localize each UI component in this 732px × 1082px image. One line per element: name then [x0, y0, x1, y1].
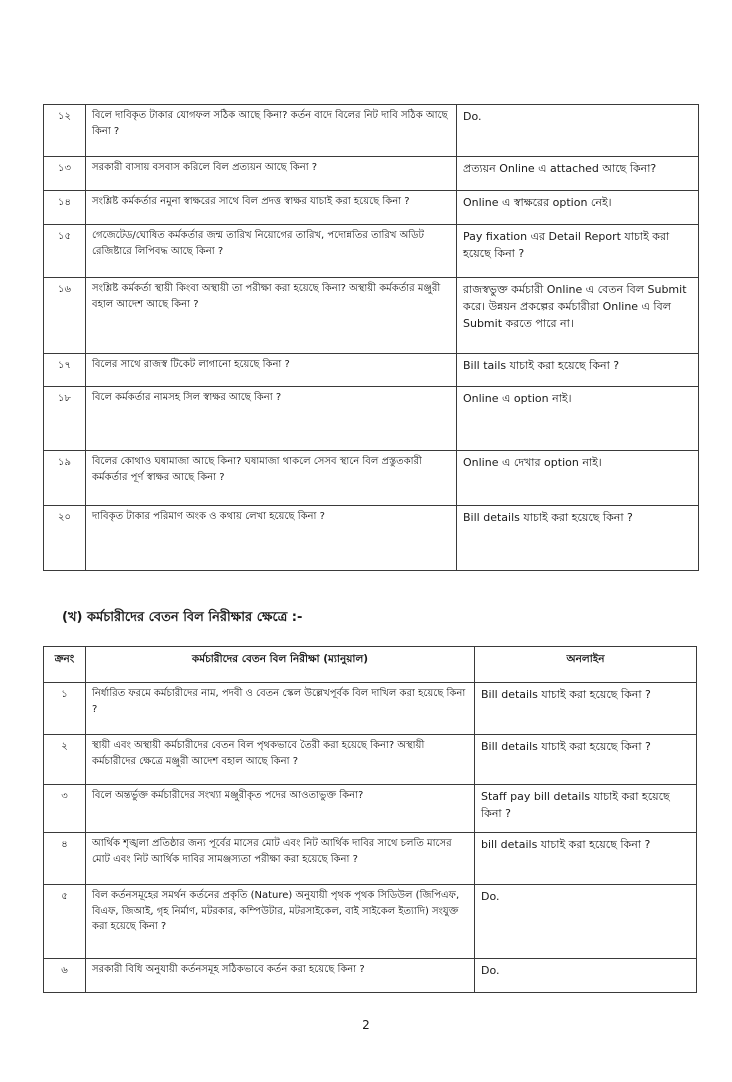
online-column-header: অনলাইন — [475, 647, 697, 683]
row-number: ১৫ — [44, 225, 86, 278]
table-row — [44, 735, 697, 785]
row-number: ১৪ — [44, 191, 86, 225]
manual-check-text: সংশ্লিষ্ট কর্মকর্তার নমুনা স্বাক্ষরের সাথে বিল প্রদত্ত স্বাক্ষর যাচাই করা হয়েছে কিনা ? — [86, 191, 457, 225]
manual-check-text: সরকারী বাসায় বসবাস করিলে বিল প্রত্যয়ন আছে কিনা ? — [86, 157, 457, 191]
manual-check-text: গেজেটেড/ঘোষিত কর্মকর্তার জন্ম তারিখ নিয়োগের তারিখ, পদোন্নতির তারিখ অডিট রেজিষ্টারে লিপিবদ্ধ আছে কিনা ? — [86, 225, 457, 278]
table-row — [44, 387, 699, 451]
online-check-text: রাজস্বভুক্ত কর্মচারী Online এ বেতন বিল Submit করে। উন্নয়ন প্রকল্পের কর্মচারীরা Online এ বিল Submit করতে পারে না। — [457, 278, 699, 354]
manual-check-text: সংশ্লিষ্ট কর্মকর্তা স্থায়ী কিংবা অস্থায়ী তা পরীক্ষা করা হয়েছে কিনা? অস্থায়ী কর্মকর্তার মঞ্জুরী বহাল আদেশ আছে কিনা ? — [86, 278, 457, 354]
table-row — [44, 354, 699, 387]
manual-check-text: বিলে দাবিকৃত টাকার যোগফল সঠিক আছে কিনা? কর্তন বাদে বিলের নিট দাবি সঠিক আছে কিনা ? — [86, 105, 457, 157]
manual-check-text: আর্থিক শৃঙ্খলা প্রতিষ্ঠার জন্য পূর্বের মাসের মোট এবং নিট আর্থিক দাবির সাথে চলতি মাসের মোট এবং নিট আর্থিক দাবির সামঞ্জস্যতা পরীক্ষা করা হয়েছে কিনা ? — [86, 833, 475, 885]
audit-checklist-table-continued — [43, 104, 699, 571]
online-check-text: Do. — [457, 105, 699, 157]
online-check-text: Bill details যাচাই করা হয়েছে কিনা ? — [475, 735, 697, 785]
row-number: ৪ — [44, 833, 86, 885]
online-check-text: Do. — [475, 885, 697, 959]
manual-check-text: বিলের সাথে রাজস্ব টিকেট লাগানো হয়েছে কিনা ? — [86, 354, 457, 387]
table-header-row — [44, 647, 697, 683]
row-number: ১৬ — [44, 278, 86, 354]
manual-check-text: নির্ধারিত ফরমে কর্মচারীদের নাম, পদবী ও বেতন স্কেল উল্লেখপূর্বক বিল দাখিল করা হয়েছে কিনা ? — [86, 683, 475, 735]
manual-check-text: বিলে অন্তর্ভুক্ত কর্মচারীদের সংখ্যা মঞ্জুরীকৃত পদের আওতাভুক্ত কিনা? — [86, 785, 475, 833]
online-check-text: Pay fixation এর Detail Report যাচাই করা হয়েছে কিনা ? — [457, 225, 699, 278]
row-number: ৬ — [44, 959, 86, 993]
row-number: ৫ — [44, 885, 86, 959]
staff-pay-bill-audit-table — [43, 646, 697, 993]
online-check-text: Online এ option নাই। — [457, 387, 699, 451]
online-check-text: Online এ স্বাক্ষরের option নেই। — [457, 191, 699, 225]
table-row — [44, 506, 699, 571]
table-row — [44, 225, 699, 278]
table-row — [44, 451, 699, 506]
table-row — [44, 833, 697, 885]
row-number: ১৩ — [44, 157, 86, 191]
table-row — [44, 785, 697, 833]
section-heading: (খ) কর্মচারীদের বেতন বিল নিরীক্ষার ক্ষেত্রে :- — [62, 610, 303, 625]
serial-column-header: ক্রনং — [44, 647, 86, 683]
table-row — [44, 885, 697, 959]
row-number: ১৭ — [44, 354, 86, 387]
manual-check-text: দাবিকৃত টাকার পরিমাণ অংক ও কথায় লেখা হয়েছে কিনা ? — [86, 506, 457, 571]
row-number: ৩ — [44, 785, 86, 833]
manual-check-text: স্থায়ী এবং অস্থায়ী কর্মচারীদের বেতন বিল পৃথকভাবে তৈরী করা হয়েছে কিনা? অস্থায়ী কর্মচারীদের ক্ষেত্রে মঞ্জুরী আদেশ বহাল আছে কিনা ? — [86, 735, 475, 785]
manual-check-text: সরকারী বিধি অনুযায়ী কর্তনসমূহ সঠিকভাবে কর্তন করা হয়েছে কিনা ? — [86, 959, 475, 993]
table-row — [44, 191, 699, 225]
online-check-text: প্রত্যয়ন Online এ attached আছে কিনা? — [457, 157, 699, 191]
row-number: ১২ — [44, 105, 86, 157]
row-number: ১৮ — [44, 387, 86, 451]
manual-column-header: কর্মচারীদের বেতন বিল নিরীক্ষা (ম্যানুয়াল) — [86, 647, 475, 683]
row-number: ১ — [44, 683, 86, 735]
table-row — [44, 683, 697, 735]
manual-check-text: বিলে কর্মকর্তার নামসহ সিল স্বাক্ষর আছে কিনা ? — [86, 387, 457, 451]
online-check-text: bill details যাচাই করা হয়েছে কিনা ? — [475, 833, 697, 885]
table-row — [44, 959, 697, 993]
online-check-text: Online এ দেখার option নাই। — [457, 451, 699, 506]
table-row — [44, 157, 699, 191]
page-number: 2 — [362, 1018, 370, 1032]
row-number: ২০ — [44, 506, 86, 571]
online-check-text: Bill details যাচাই করা হয়েছে কিনা ? — [457, 506, 699, 571]
online-check-text: Staff pay bill details যাচাই করা হয়েছে কিনা ? — [475, 785, 697, 833]
online-check-text: Do. — [475, 959, 697, 993]
table-row — [44, 278, 699, 354]
online-check-text: Bill tails যাচাই করা হয়েছে কিনা ? — [457, 354, 699, 387]
row-number: ২ — [44, 735, 86, 785]
online-check-text: Bill details যাচাই করা হয়েছে কিনা ? — [475, 683, 697, 735]
manual-check-text: বিলের কোথাও ঘষামাজা আছে কিনা? ঘষামাজা থাকলে সেসব স্থানে বিল প্রস্তুতকারী কর্মকর্তার পূর্ণ স্বাক্ষর আছে কিনা ? — [86, 451, 457, 506]
table-row — [44, 105, 699, 157]
manual-check-text: বিল কর্তনসমূহের সমর্থন কর্তনের প্রকৃতি (Nature) অনুযায়ী পৃথক পৃথক সিডিউল (জিপিএফ, বিএফ, জিআই, গৃহ নির্মাণ, মটরকার, কম্পিউটার, মটরসাইকেল, বাই সাইকেল ইত্যাদি) সংযুক্ত করা হয়েছে কিনা ? — [86, 885, 475, 959]
row-number: ১৯ — [44, 451, 86, 506]
